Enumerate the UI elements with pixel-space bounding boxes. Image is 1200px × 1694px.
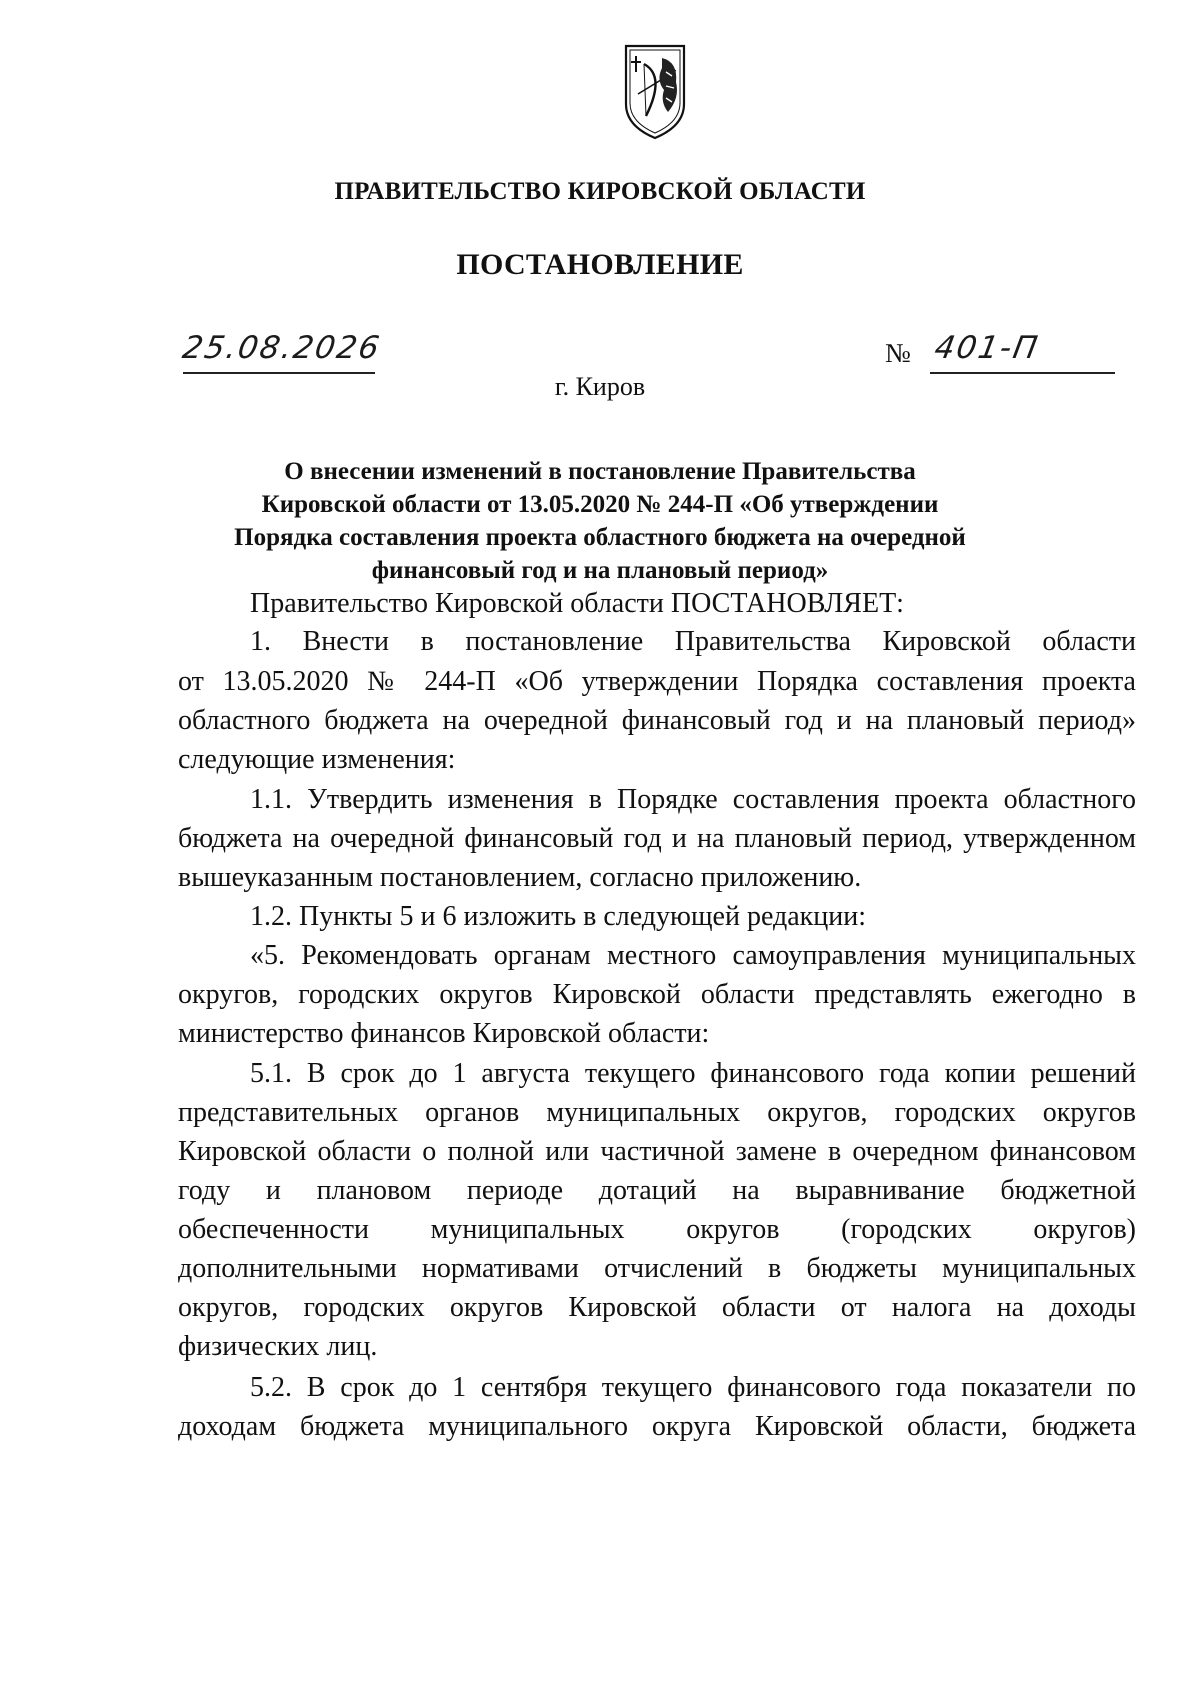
body-line: 1.2. Пункты 5 и 6 изложить в следующей редакции: (250, 901, 867, 932)
handwritten-number: 401-П (931, 330, 1042, 366)
body-line: представительных органов муниципальных округов, городских округов (178, 1097, 1136, 1128)
body-line: 1. Внести в постановление Правительства Кировской области (250, 626, 1136, 657)
title-line: О внесении изменений в постановление Правительства (284, 458, 916, 485)
title-line: Кировской области от 13.05.2020 № 244-П «Об утверждении (261, 491, 939, 518)
document-type: ПОСТАНОВЛЕНИЕ (456, 248, 744, 281)
handwritten-date: 25.08.2026 (179, 330, 384, 366)
body-line: 1.1. Утвердить изменения в Порядке составления проекта областного (250, 784, 1136, 815)
body-line: дополнительными нормативами отчислений в бюджеты муниципальных (178, 1253, 1136, 1284)
title-line: финансовый год и на плановый период» (371, 557, 829, 584)
organization-name: ПРАВИТЕЛЬСТВО КИРОВСКОЙ ОБЛАСТИ (334, 178, 866, 205)
body-line: от 13.05.2020 № 244-П «Об утверждении Порядка составления проекта (178, 666, 1136, 697)
body-line: областного бюджета на очередной финансовый год и на плановый период» (178, 705, 1136, 736)
body-line: вышеуказанным постановлением, согласно приложению. (178, 862, 862, 893)
body-line: физических лиц. (178, 1331, 378, 1362)
coat-of-arms-emblem (622, 42, 688, 142)
body-line: Кировской области о полной или частичной замене в очередном финансовом (178, 1136, 1136, 1167)
body-line: 5.2. В срок до 1 сентября текущего финансового года показатели по (250, 1372, 1136, 1403)
document-title (160, 455, 1040, 587)
body-line: обеспеченности муниципальных округов (городских округов) (178, 1214, 1136, 1245)
body-line: министерство финансов Кировской области: (178, 1018, 710, 1049)
body-line: округов, городских округов Кировской области от налога на доходы (178, 1292, 1136, 1323)
body-line: году и плановом периоде дотаций на выравнивание бюджетной (178, 1175, 1136, 1206)
document-number-field (885, 330, 1125, 378)
body-line: «5. Рекомендовать органам местного самоуправления муниципальных (250, 940, 1136, 971)
document-date-field (179, 330, 384, 378)
city-name: г. Киров (554, 372, 646, 401)
body-line: доходам бюджета муниципального округа Кировской области, бюджета (178, 1411, 1136, 1442)
body-line: 5.1. В срок до 1 августа текущего финансового года копии решений (250, 1058, 1136, 1089)
body-line: следующие изменения: (178, 744, 456, 775)
body-line: Правительство Кировской области ПОСТАНОВЛЯЕТ: (250, 588, 904, 619)
body-line: бюджета на очередной финансовый год и на плановый период, утвержденном (178, 823, 1136, 854)
title-line: Порядка составления проекта областного бюджета на очередной (234, 524, 966, 551)
body-line: округов, городских округов Кировской области представлять ежегодно в (178, 979, 1136, 1010)
number-sign: № (885, 338, 911, 368)
